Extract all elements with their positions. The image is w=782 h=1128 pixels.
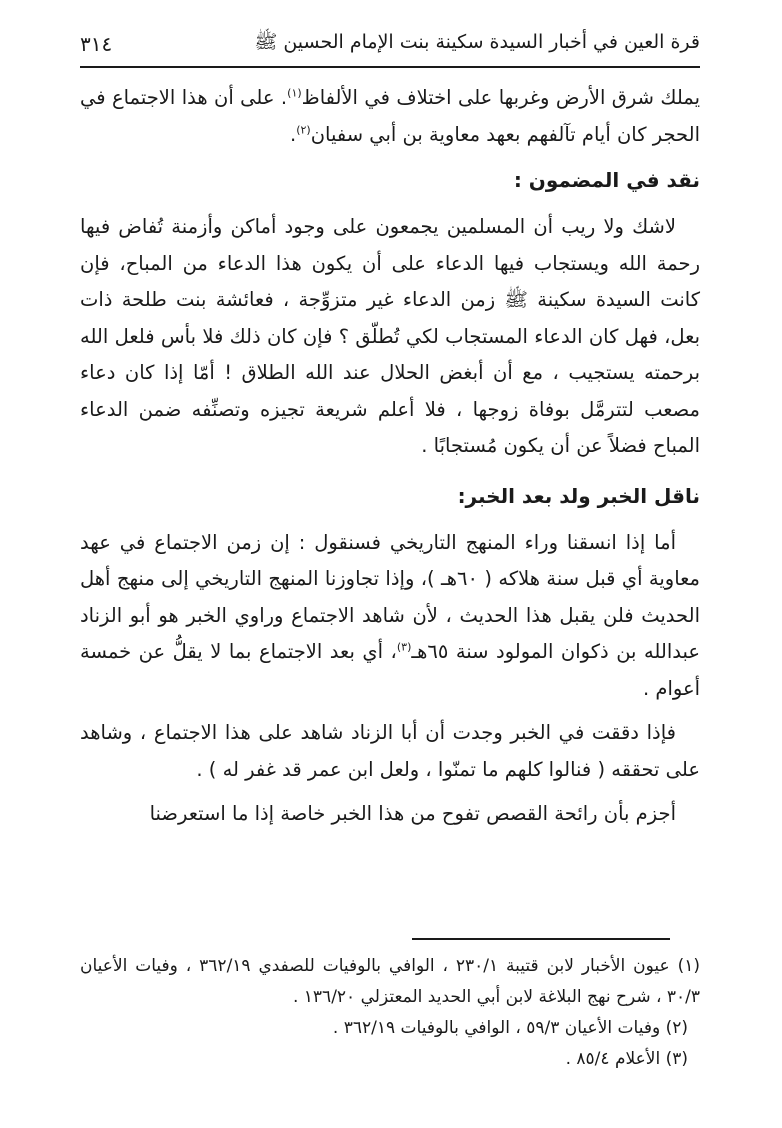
paragraph-1-part-c: . xyxy=(289,122,297,146)
paragraph-3-part-b: ، أي بعد الاجتماع بما لا يقلُّ عن خمسة أعوام . xyxy=(80,640,700,700)
main-text xyxy=(80,80,700,833)
section-heading-critique: نقد في المضمون : xyxy=(513,168,700,192)
paragraph-5: أجزم بأن رائحة القصص تفوح من هذا الخبر خاصة إذا ما استعرضنا xyxy=(149,802,676,825)
header-rule xyxy=(80,66,700,68)
running-header xyxy=(80,26,700,62)
footnotes xyxy=(80,951,700,1075)
paragraph-1 xyxy=(80,80,700,153)
paragraph-1-part-a: يملك شرق الأرض وغربها على اختلاف في الألفاظ xyxy=(301,86,700,109)
paragraph-2: لاشك ولا ريب أن المسلمين يجمعون على وجود أماكن وأزمنة تُفاض فيها رحمة الله ويستجاب فيها الدعاء على أن يكون هذا الدعاء من المباح، فإن كانت السيدة سكينة ﷺ زمن الدعاء غير متزوِّجة ، فعائشة بنت طلحة ذات بعل، فهل كان الدعاء المستجاب لكي تُطلّق ؟ فإن كان ذلك فلا بأس فلعل الله برحمته يستجيب ، مع أن أبغض الحلال عند الله الطلاق ! أمّا إذا كان دعاء مصعب لتترمَّل بوفاة زوجها ، فلا أعلم شريعة تجيزه وتصنِّفه ضمن الدعاء المباح فضلاً عن أن يكون مُستجابًا . xyxy=(80,215,700,457)
footnote-ref-2[interactable]: (٢) xyxy=(296,123,311,136)
paragraph-4: فإذا دققت في الخبر وجدت أن أبا الزناد شاهد على هذا الاجتماع ، وشاهد على تحققه ( فنالوا كلهم ما تمنّوا ، ولعل ابن عمر قد غفر له ) . xyxy=(80,721,700,781)
footnote-3: (٣) الأعلام ٨٥/٤ . xyxy=(565,1049,688,1069)
footnote-ref-3[interactable]: (٣) xyxy=(396,640,412,654)
footnote-rule xyxy=(412,938,670,940)
section-heading-narrator: ناقل الخبر ولد بعد الخبر: xyxy=(457,483,700,508)
footnote-ref-1[interactable]: (١) xyxy=(287,86,302,100)
footnote-2: (٢) وفيات الأعيان ٥٩/٣ ، الوافي بالوفيات ٣٦٢/١٩ . xyxy=(332,1018,688,1038)
paragraph-3-part-a: أما إذا انسقنا وراء المنهج التاريخي فسنقول : إن زمن الاجتماع في عهد معاوية أي قبل سنة هلاكه ( ٦٠هـ )، وإذا تجاوزنا المنهج التاريخي إلى منهج أهل الحديث فلن يقبل هذا الحديث ، لأن شاهد الاجتماع وراوي الخبر هو أبو الزناد عبدالله بن ذكوان المولود سنة ٦٥هـ xyxy=(80,530,700,663)
running-title: قرة العين في أخبار السيدة سكينة بنت الإمام الحسين ﷺ xyxy=(254,31,700,53)
paragraph-3 xyxy=(80,525,700,708)
footnote-1: (١) عيون الأخبار لابن قتيبة ٢٣٠/١ ، الوافي بالوفيات للصفدي ٣٦٢/١٩ ، وفيات الأعيان ٣٠/٣ ، شرح نهج البلاغة لابن أبي الحديد المعتزلي ١٣٦/٢٠ . xyxy=(80,956,700,1007)
paragraph-1-part-b: . على أن هذا الاجتماع في الحجر كان أيام تآلفهم بعهد معاوية بن أبي سفيان xyxy=(80,86,700,146)
page-number: ٣١٤ xyxy=(80,32,113,56)
